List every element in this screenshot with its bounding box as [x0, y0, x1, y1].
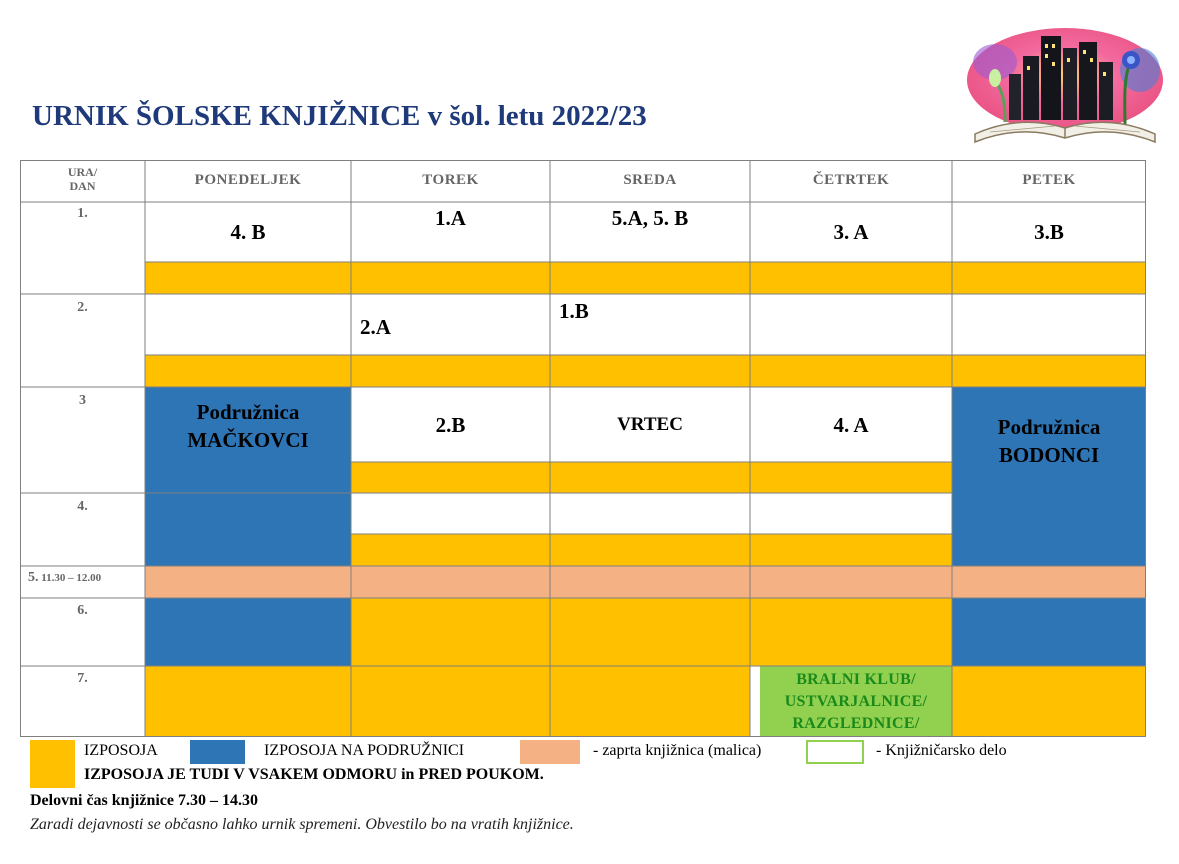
fri-podruznica-line2: BODONCI	[998, 443, 1100, 467]
day-header-thursday: ČETRTEK	[812, 172, 890, 188]
day-header-monday: PONEDELJEK	[194, 172, 302, 188]
legend-swatch-podruznica	[190, 740, 245, 764]
legend-swatch-malica	[520, 740, 580, 764]
mon-podruznica-line1: Podružnica	[196, 400, 300, 424]
fri-h7-izposoja	[952, 666, 1146, 737]
wed-h1-class: 5.A, 5. B	[611, 206, 689, 230]
bralni-klub-line2: USTVARJALNICE/	[784, 693, 928, 710]
thu-bralni-klub-label	[760, 669, 952, 735]
hour-5-time: 11.30 – 12.00	[38, 572, 102, 584]
hour-6: 6.	[77, 603, 88, 618]
bralni-klub-line3: RAZGLEDNICE/	[792, 715, 920, 732]
ura-header-line2: DAN	[69, 179, 96, 193]
hour-5-number: 5.	[28, 570, 39, 585]
wed-h3-class: VRTEC	[617, 414, 683, 435]
mon-h1-class: 4. B	[230, 220, 266, 244]
schedule-note: Zaradi dejavnosti se občasno lahko urnik spremeni. Obvestilo bo na vratih knjižnice.	[30, 816, 574, 833]
library-logo-icon	[965, 22, 1165, 150]
bralni-klub-line1: BRALNI KLUB/	[796, 671, 916, 688]
mon-podruznica-label	[145, 398, 351, 454]
hour-5	[28, 570, 101, 586]
mon-podruznica-line2: MAČKOVCI	[187, 428, 309, 452]
opening-hours: Delovni čas knjižnice 7.30 – 14.30	[30, 792, 258, 809]
day-header-friday: PETEK	[1022, 172, 1076, 188]
legend-swatch-odmor	[30, 764, 75, 788]
legend-delo: - Knjižničarsko delo	[876, 742, 1007, 759]
legend-podruznica: IZPOSOJA NA PODRUŽNICI	[264, 742, 465, 759]
legend-odmor: IZPOSOJA JE TUDI V VSAKEM ODMORU in PRED POUKOM.	[84, 766, 544, 783]
row4-izposoja	[351, 534, 952, 566]
legend-izposoja: IZPOSOJA	[84, 742, 158, 759]
row6-izposoja	[351, 598, 952, 666]
legend-zaprta: - zaprta knjižnica (malica)	[593, 742, 762, 759]
tue-h1-class: 1.A	[435, 206, 466, 230]
legend-swatch-delo	[806, 740, 864, 764]
hour-3: 3	[79, 393, 86, 408]
legend-swatch-izposoja	[30, 740, 75, 764]
fri-podruznica-line1: Podružnica	[997, 415, 1101, 439]
ura-header-line1: URA/	[67, 165, 98, 179]
fri-h1-class: 3.B	[1034, 220, 1064, 244]
mon-h6-podruznica	[145, 598, 351, 666]
thu-h3-class: 4. A	[833, 413, 869, 437]
thu-h1-class: 3. A	[833, 220, 869, 244]
tue-h2-class: 2.A	[360, 315, 391, 339]
schedule-table	[20, 160, 1146, 737]
row7-izposoja	[145, 666, 750, 737]
tue-h3-class: 2.B	[435, 413, 466, 437]
day-header-tuesday: TOREK	[422, 172, 479, 188]
hour-1: 1.	[77, 206, 88, 221]
hour-4: 4.	[77, 499, 88, 514]
row2-izposoja	[145, 355, 1146, 387]
day-header-wednesday: SREDA	[623, 172, 677, 188]
row3-izposoja	[351, 462, 952, 493]
hour-7: 7.	[77, 671, 88, 686]
page-title: URNIK ŠOLSKE KNJIŽNICE v šol. letu 2022/23	[32, 100, 647, 132]
row5-malica	[145, 566, 1146, 598]
wed-h2-class: 1.B	[559, 299, 589, 323]
fri-podruznica-label	[952, 413, 1146, 469]
hour-2: 2.	[77, 300, 88, 315]
fri-h6-podruznica	[952, 598, 1146, 666]
row1-izposoja	[145, 262, 1146, 294]
